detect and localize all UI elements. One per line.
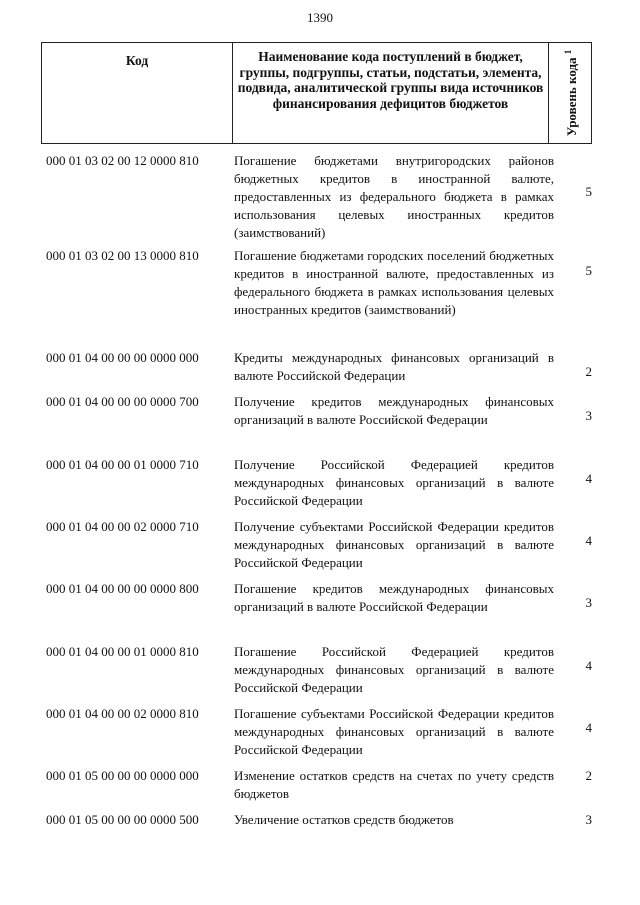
row-name: Изменение остатков средств на счетах по учету средств бюджетов [234, 768, 554, 801]
row-code: 000 01 04 00 00 01 0000 810 [46, 644, 199, 659]
header-level-text: Уровень кода [564, 57, 580, 137]
row-code: 000 01 04 00 00 00 0000 000 [46, 350, 199, 365]
header-name: Наименование кода поступлений в бюджет, группы, подгруппы, статьи, подстатьи, элемента, подвида, аналитической группы вида источников финансирования дефицитов бюджетов [232, 43, 548, 143]
table-row [46, 580, 592, 643]
table-row [46, 349, 592, 393]
row-name: Кредиты международных финансовых организаций в валюте Российской Федерации [234, 350, 554, 383]
header-level-footnote: 1 [562, 49, 573, 55]
row-name: Получение субъектами Российской Федерации кредитов международных финансовых организаций в валюте Российской Федерации [234, 519, 554, 570]
table-row [46, 705, 592, 767]
row-name: Погашение Российской Федерацией кредитов международных финансовых организаций в валюте Российской Федерации [234, 644, 554, 695]
table-row [46, 518, 592, 580]
table-row [46, 643, 592, 705]
row-name: Погашение кредитов международных финансовых организаций в валюте Российской Федерации [234, 581, 554, 614]
row-level: 5 [585, 184, 592, 199]
table-row [46, 247, 592, 349]
row-code: 000 01 04 00 00 01 0000 710 [46, 457, 199, 472]
row-level: 4 [585, 471, 592, 486]
row-code: 000 01 03 02 00 12 0000 810 [46, 153, 199, 168]
row-name: Погашение бюджетами внутригородских районов бюджетных кредитов в иностранной валюте, предоставленных из федерального бюджета в рамках использования целевых иностранных кредитов (заимствований) [234, 153, 554, 240]
header-level [548, 43, 591, 143]
row-level: 4 [585, 658, 592, 673]
table-row [46, 152, 592, 247]
table-row [46, 767, 592, 811]
row-code: 000 01 04 00 00 02 0000 810 [46, 706, 199, 721]
row-code: 000 01 03 02 00 13 0000 810 [46, 248, 199, 263]
row-level: 2 [585, 364, 592, 379]
row-name: Погашение бюджетами городских поселений бюджетных кредитов в иностранной валюте, предоставленных из федерального бюджета в рамках использования целевых иностранных кредитов (заимствований) [234, 248, 554, 317]
row-level: 3 [585, 595, 592, 610]
row-name: Получение Российской Федерацией кредитов международных финансовых организаций в валюте Российской Федерации [234, 457, 554, 508]
row-level: 3 [585, 408, 592, 423]
table-row [46, 811, 592, 841]
row-level: 2 [585, 768, 592, 783]
row-code: 000 01 04 00 00 02 0000 710 [46, 519, 199, 534]
row-level: 5 [585, 263, 592, 278]
table-body [46, 152, 592, 841]
row-code: 000 01 05 00 00 00 0000 000 [46, 768, 199, 783]
row-name: Погашение субъектами Российской Федерации кредитов международных финансовых организаций в валюте Российской Федерации [234, 706, 554, 757]
table-row [46, 456, 592, 518]
row-code: 000 01 04 00 00 00 0000 800 [46, 581, 199, 596]
row-name: Увеличение остатков средств бюджетов [234, 812, 454, 827]
row-level: 3 [585, 812, 592, 827]
row-code: 000 01 05 00 00 00 0000 500 [46, 812, 199, 827]
table-header [41, 42, 592, 144]
row-code: 000 01 04 00 00 00 0000 700 [46, 394, 199, 409]
page-number: 1390 [307, 10, 333, 25]
row-name: Получение кредитов международных финансовых организаций в валюте Российской Федерации [234, 394, 554, 427]
header-code: Код [125, 53, 149, 68]
table-row [46, 393, 592, 456]
row-level: 4 [585, 533, 592, 548]
row-level: 4 [585, 720, 592, 735]
header-level-label [561, 50, 579, 137]
